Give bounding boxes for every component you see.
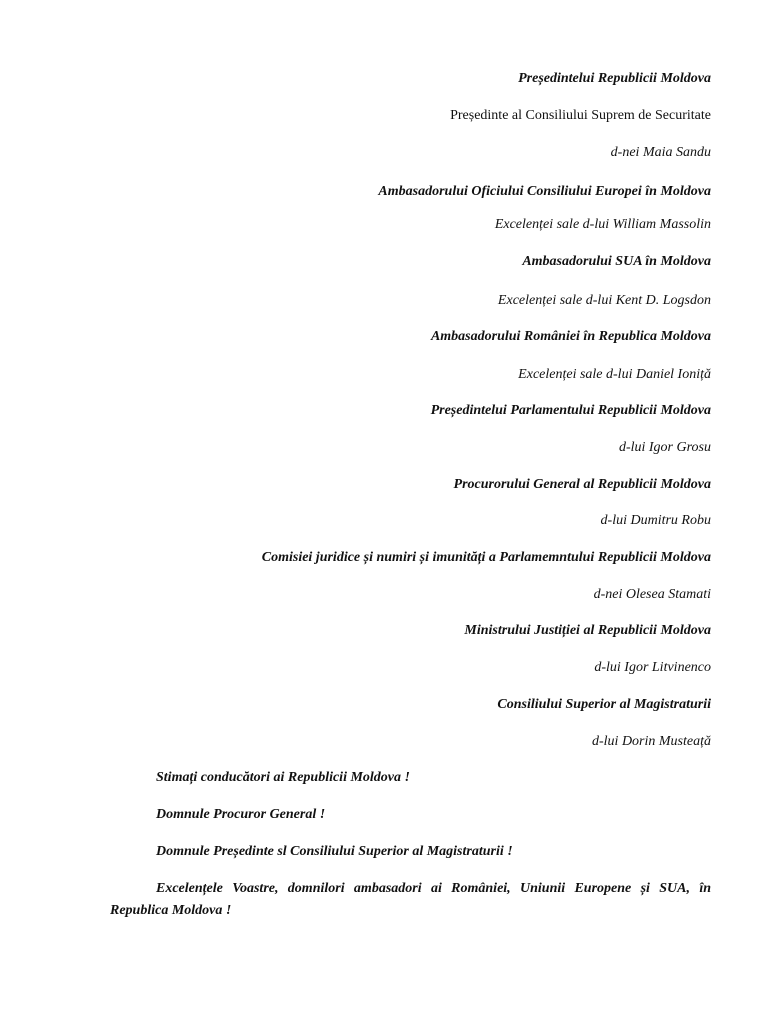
addressee-romania-ambassador-name: Excelenței sale d-lui Daniel Ioniță — [518, 367, 711, 382]
addressee-council-europe-name: Excelenței sale d-lui William Massolin — [494, 217, 711, 232]
addressee-prosecutor-general-title: Procurorului General al Republicii Moldova — [453, 477, 711, 492]
addressee-president-name: d-nei Maia Sandu — [610, 145, 711, 160]
salutation-prosecutor: Domnule Procuror General ! — [156, 807, 326, 822]
addressee-magistracy-council-title: Consiliului Superior al Magistraturii — [497, 697, 711, 712]
addressee-security-council-title: Președinte al Consiliului Suprem de Securitate — [450, 108, 711, 123]
addressee-justice-minister-name: d-lui Igor Litvinenco — [594, 660, 711, 675]
addressee-romania-ambassador-title: Ambasadorului României în Republica Moldova — [430, 329, 711, 344]
addressee-council-europe-title: Ambasadorului Oficiului Consiliului Europei în Moldova — [378, 184, 711, 199]
addressee-justice-minister-title: Ministrului Justiției al Republicii Moldova — [464, 623, 711, 638]
addressee-usa-ambassador-name: Excelenței sale d-lui Kent D. Logsdon — [497, 293, 711, 308]
salutation-leaders: Stimați conducători ai Republicii Moldova ! — [156, 770, 410, 785]
addressee-legal-commission-name: d-nei Olesea Stamati — [593, 587, 711, 602]
addressee-magistracy-council-name: d-lui Dorin Musteață — [592, 734, 711, 749]
salutation-council-president: Domnule Președinte sl Consiliului Superior al Magistraturii ! — [156, 844, 513, 859]
addressee-prosecutor-general-name: d-lui Dumitru Robu — [600, 513, 711, 528]
addressee-legal-commission-title: Comisiei juridice și numiri și imunități a Parlamemntului Republicii Moldova — [261, 550, 711, 565]
addressee-president-title: Președintelui Republicii Moldova — [518, 71, 711, 86]
addressee-parliament-president-name: d-lui Igor Grosu — [618, 440, 711, 455]
closing-salutation-paragraph: Excelențele Voastre, domnilori ambasadori ai României, Uniunii Europene și SUA, în Republica Moldova ! — [110, 881, 711, 918]
addressee-parliament-president-title: Președintelui Parlamentului Republicii Moldova — [430, 403, 711, 418]
addressee-usa-ambassador-title: Ambasadorului SUA în Moldova — [522, 254, 711, 269]
